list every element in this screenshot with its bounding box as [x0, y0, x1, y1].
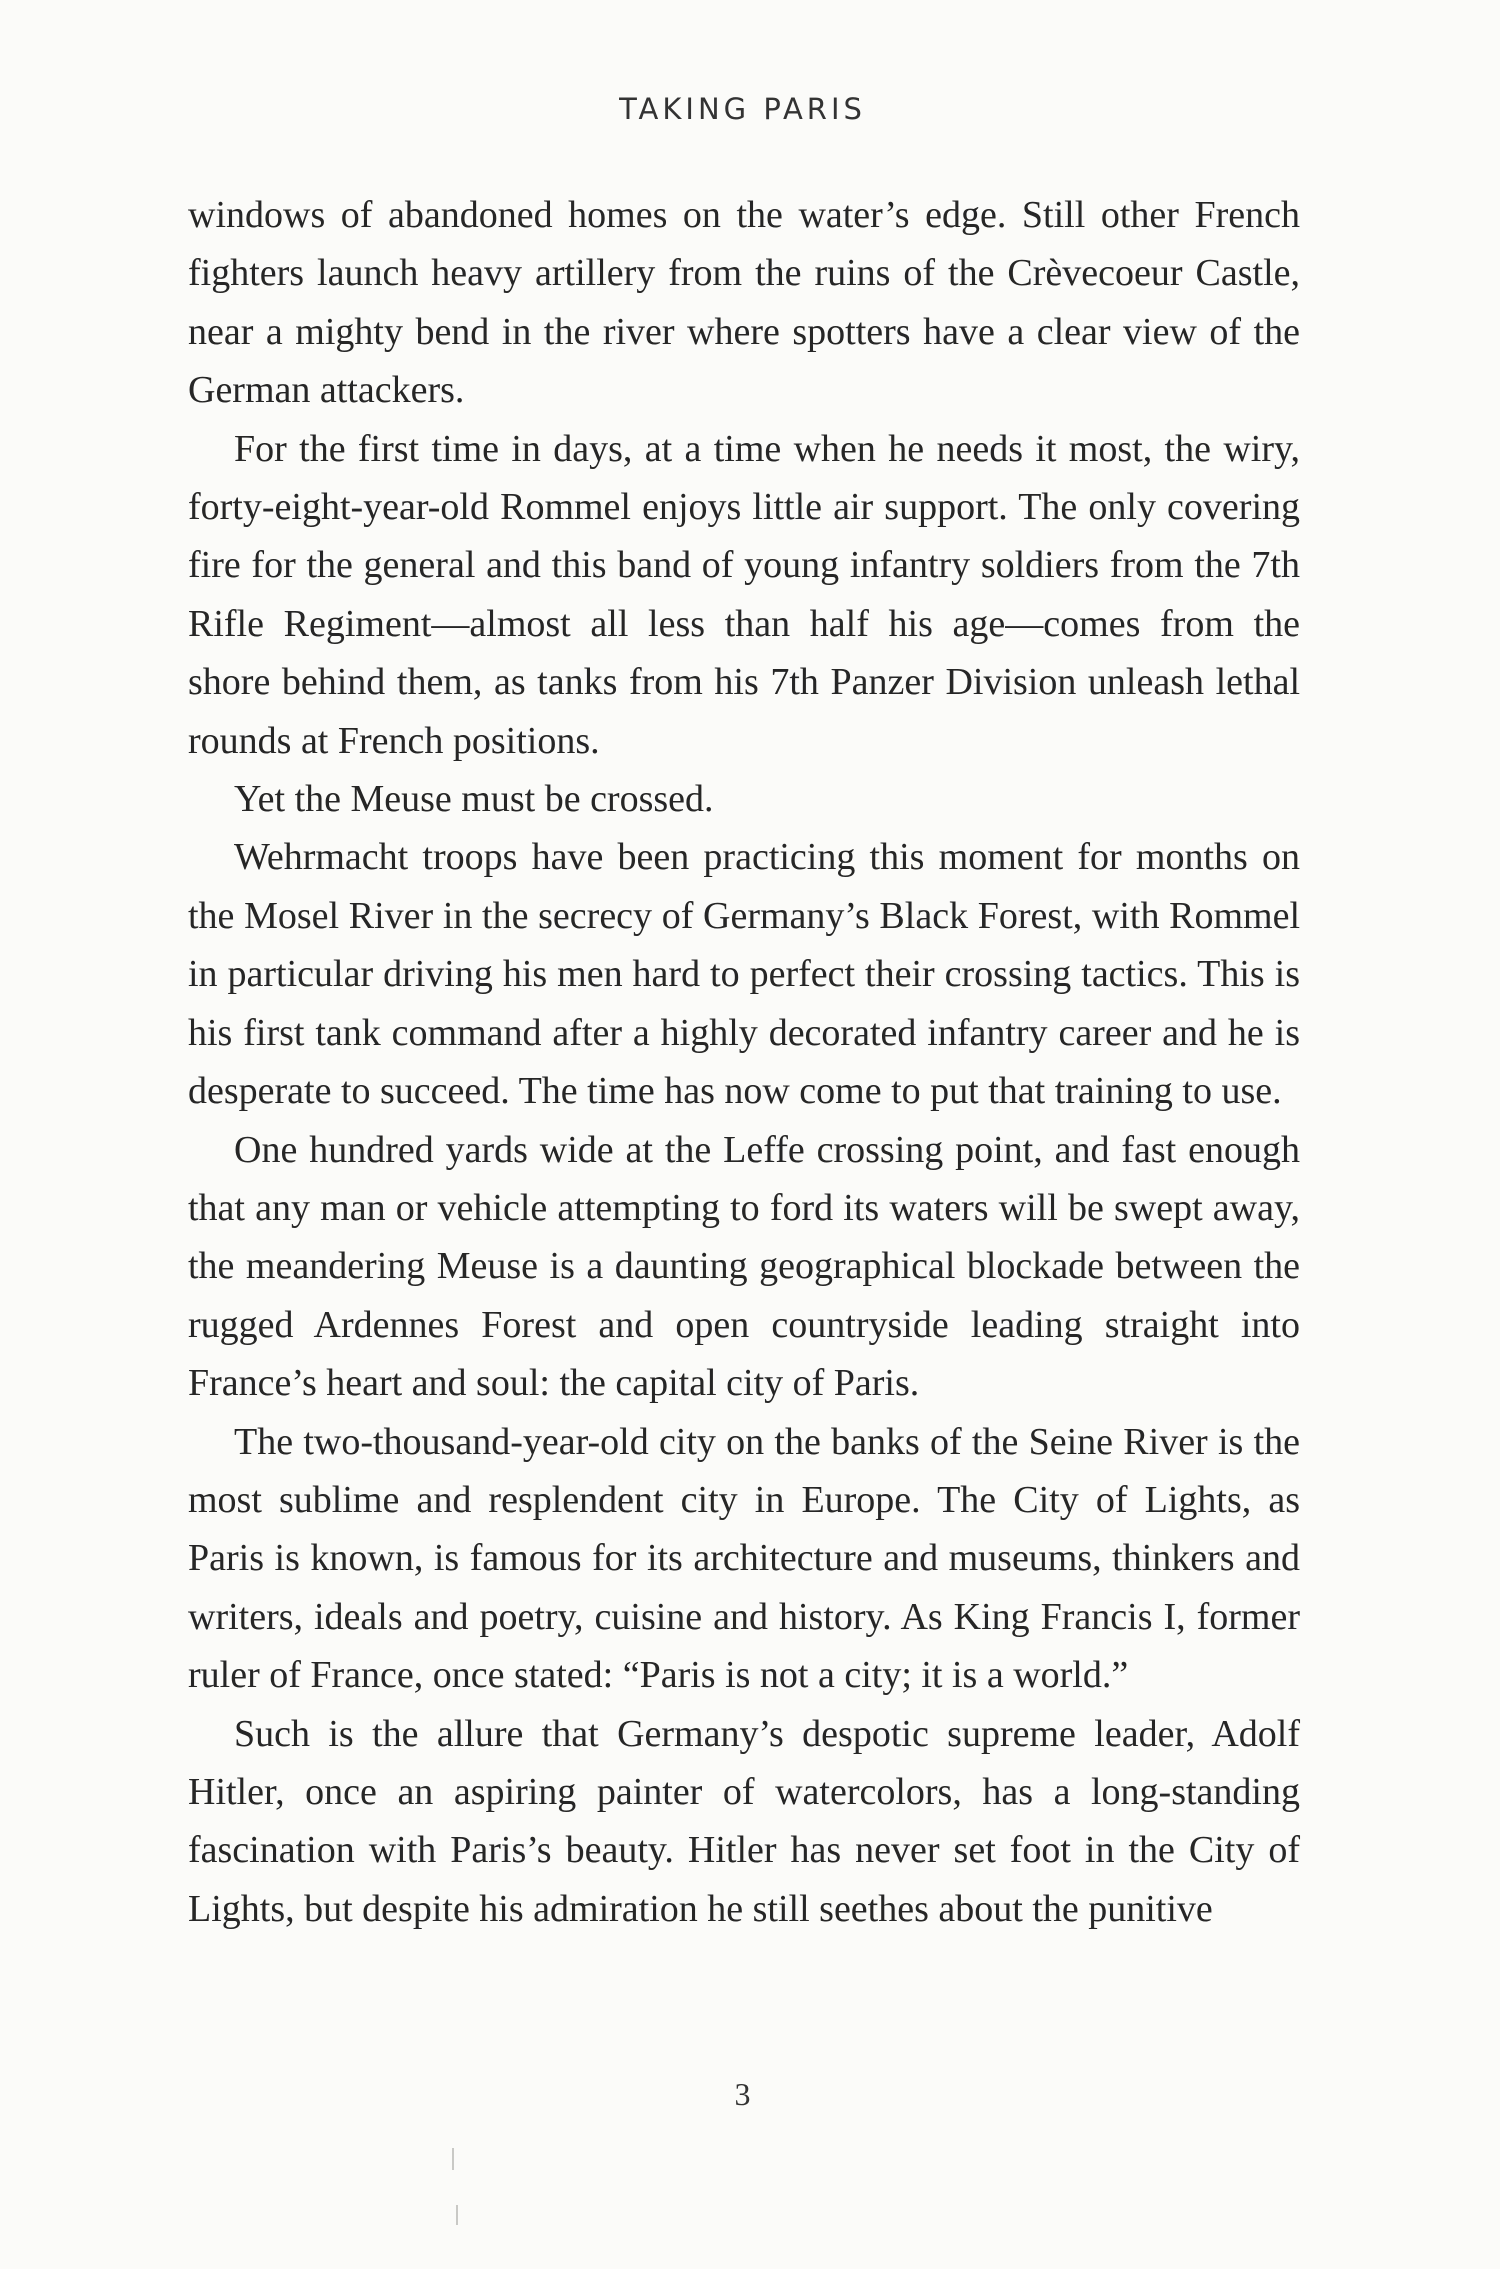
page-number: 3 [734, 2076, 751, 2112]
body-text [188, 186, 1300, 1938]
scan-artifact [452, 2148, 454, 2170]
running-head: TAKING PARIS [619, 92, 866, 126]
paragraph-1: windows of abandoned homes on the water’s edge. Still other French fighters launch heavy artillery from the ruins of the Crèvecoeur Castle, near a mighty bend in the river where spotters have a clear view of the German attackers. [188, 194, 1300, 412]
paragraph-6: The two-thousand-year-old city on the banks of the Seine River is the most sublime and resplendent city in Europe. The City of Lights, as Paris is known, is famous for its architecture and museums, thinkers and writers, ideals and poetry, cuisine and history. As King Francis I, former ruler of France, once stated: “Paris is not a city; it is a world.” [188, 1420, 1300, 1697]
paragraph-4: Wehrmacht troops have been practicing this moment for months on the Mosel River in the secrecy of Germany’s Black Forest, with Rommel in particular driving his men hard to perfect their crossing tactics. This is his first tank command after a highly decorated infantry career and he is desperate to succeed. The time has now come to put that training to use. [188, 836, 1300, 1113]
paragraph-5: One hundred yards wide at the Leffe crossing point, and fast enough that any man or vehicle attempting to ford its waters will be swept away, the meandering Meuse is a daunting geographical blockade between the rugged Ardennes Forest and open countryside leading straight into France’s heart and soul: the capital city of Paris. [188, 1128, 1300, 1405]
scan-artifact [456, 2205, 458, 2225]
paragraph-7: Such is the allure that Germany’s despotic supreme leader, Adolf Hitler, once an aspiring painter of watercolors, has a long-standing fascination with Paris’s beauty. Hitler has never set foot in the City of Lights, but despite his admiration he still seethes about the punitive [188, 1712, 1300, 1930]
paragraph-3: Yet the Meuse must be crossed. [234, 778, 714, 821]
paragraph-2: For the first time in days, at a time when he needs it most, the wiry, forty-eight-year-old Rommel enjoys little air support. The only covering fire for the general and this band of young infantry soldiers from the 7th Rifle Regiment—almost all less than half his age—comes from the shore behind them, as tanks from his 7th Panzer Division unleash lethal rounds at French positions. [188, 427, 1300, 762]
